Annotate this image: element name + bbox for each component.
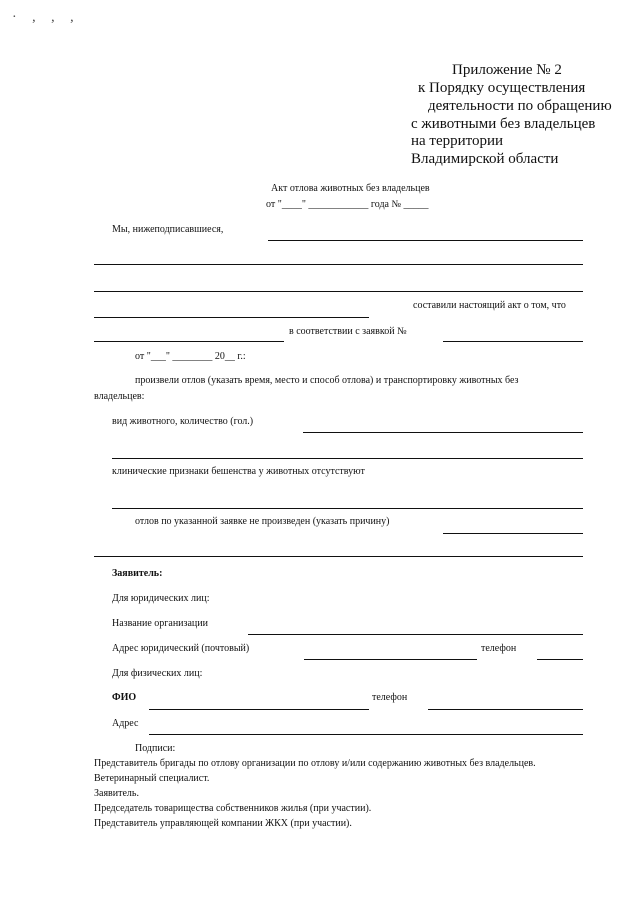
request-number-field[interactable] xyxy=(443,341,583,342)
clinical-signs-field[interactable] xyxy=(112,508,583,509)
org-name-field[interactable] xyxy=(248,634,583,635)
signature-item: Ветеринарный специалист. xyxy=(94,773,210,784)
undersigned-field-1[interactable] xyxy=(268,240,583,241)
request-prefix-field[interactable] xyxy=(94,341,284,342)
animal-type-label: вид животного, количество (гол.) xyxy=(112,416,254,427)
signature-item: Представитель бригады по отлову организации по отлову и/или содержанию животных без владельцев. xyxy=(94,758,536,769)
appendix-line-5: на территории xyxy=(411,133,504,149)
address-field[interactable] xyxy=(149,734,583,735)
phone-field-2[interactable] xyxy=(428,709,583,710)
appendix-line-2: к Порядку осуществления xyxy=(418,80,586,96)
org-name-label: Название организации xyxy=(112,618,208,629)
appendix-line-4: с животными без владельцев xyxy=(411,116,596,132)
address-label: Адрес xyxy=(112,718,139,729)
scan-marks: · , , , xyxy=(12,10,80,25)
legal-address-field[interactable] xyxy=(304,659,477,660)
clinical-signs-label: клинические признаки бешенства у животных отсутствуют xyxy=(112,466,365,477)
undersigned-field-2[interactable] xyxy=(94,264,583,265)
animal-type-field-2[interactable] xyxy=(112,458,583,459)
carried-out-text: произвели отлов (указать время, место и способ отлова) и транспортировку животных без xyxy=(135,375,519,386)
signature-item: Представитель управляющей компании ЖКХ (при участии). xyxy=(94,818,352,829)
per-request-label: в соответствии с заявкой № xyxy=(289,326,407,337)
we-undersigned-label: Мы, нижеподписавшиеся, xyxy=(112,224,224,235)
appendix-line-1: Приложение № 2 xyxy=(452,62,562,78)
signature-item: Председатель товарищества собственников жилья (при участии). xyxy=(94,803,372,814)
drew-up-field[interactable] xyxy=(94,317,369,318)
owners-text: владельцев: xyxy=(94,391,145,402)
not-done-label: отлов по указанной заявке не произведен (указать причину) xyxy=(135,516,390,527)
phone-field-1[interactable] xyxy=(537,659,583,660)
appendix-line-6: Владимирской области xyxy=(411,151,559,167)
phone-label-2: телефон xyxy=(372,692,408,703)
act-title: Акт отлова животных без владельцев xyxy=(271,183,430,194)
individuals-label: Для физических лиц: xyxy=(112,668,203,679)
fio-field[interactable] xyxy=(149,709,369,710)
drew-up-label: составили настоящий акт о том, что xyxy=(413,300,566,311)
appendix-line-3: деятельности по обращению xyxy=(428,98,612,114)
not-done-reason-field[interactable] xyxy=(443,533,583,534)
legal-entities-label: Для юридических лиц: xyxy=(112,593,210,604)
fio-label: ФИО xyxy=(112,692,137,703)
undersigned-field-3[interactable] xyxy=(94,291,583,292)
from-date-label: от "___" ________ 20__ г.: xyxy=(135,351,246,362)
legal-address-label: Адрес юридический (почтовый) xyxy=(112,643,250,654)
signature-item: Заявитель. xyxy=(94,788,139,799)
animal-type-field[interactable] xyxy=(303,432,583,433)
signatures-heading: Подписи: xyxy=(135,743,176,754)
not-done-reason-field-2[interactable] xyxy=(94,556,583,557)
act-date-line: от "____" ____________ года № _____ xyxy=(266,199,429,210)
phone-label-1: телефон xyxy=(481,643,517,654)
applicant-heading: Заявитель: xyxy=(112,568,163,579)
